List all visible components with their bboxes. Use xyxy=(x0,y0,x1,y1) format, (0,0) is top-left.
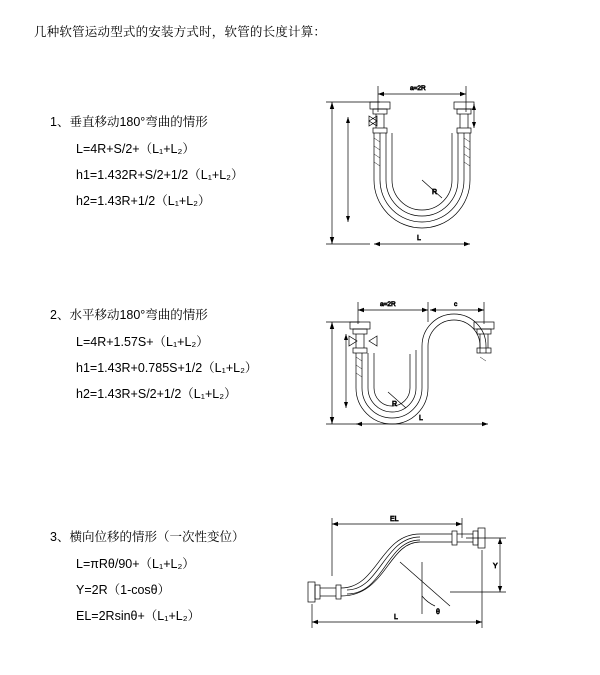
lateral-offset-diagram xyxy=(300,510,520,640)
section-vertical-180 xyxy=(50,112,244,217)
section-2-formula-1: L=4R+1.57S+（L₁+L₂） xyxy=(76,335,209,349)
section-3-title: 3、横向位移的情形（一次性变位） xyxy=(50,530,245,544)
section-3-formula-1: L=πRθ/90+（L₁+L₂） xyxy=(76,557,195,571)
svg-text:R: R xyxy=(392,401,398,408)
section-1-formula-1: L=4R+S/2+（L₁+L₂） xyxy=(76,142,195,156)
svg-text:c: c xyxy=(454,301,458,308)
page-title: 几种软管运动型式的安装方式时，软管的长度计算： xyxy=(34,25,327,39)
section-horizontal-180 xyxy=(50,305,257,410)
section-3-formula-2: Y=2R（1-cosθ） xyxy=(76,583,171,597)
section-lateral-offset xyxy=(50,527,244,632)
section-2-title: 2、水平移动180°弯曲的情形 xyxy=(50,308,208,322)
section-2-formula-2: h1=1.43R+0.785S+1/2（L₁+L₂） xyxy=(76,361,258,375)
svg-text:L: L xyxy=(417,235,421,242)
svg-text:L: L xyxy=(419,415,423,422)
svg-text:Y: Y xyxy=(493,563,498,570)
svg-text:R: R xyxy=(432,189,438,196)
horizontal-180-bend-diagram xyxy=(318,288,518,463)
section-1-formula-2: h1=1.432R+S/2+1/2（L₁+L₂） xyxy=(76,168,244,182)
svg-text:a=2R: a=2R xyxy=(380,301,396,308)
section-1-formula-3: h2=1.43R+1/2（L₁+L₂） xyxy=(76,194,211,208)
section-1-title: 1、垂直移动180°弯曲的情形 xyxy=(50,115,208,129)
svg-text:EL: EL xyxy=(390,516,399,523)
vertical-180-bend-diagram xyxy=(318,72,518,267)
section-3-formula-3: EL=2Rsinθ+（L₁+L₂） xyxy=(76,609,201,623)
svg-text:θ: θ xyxy=(436,609,440,616)
svg-text:L: L xyxy=(394,614,398,621)
svg-text:a=2R: a=2R xyxy=(410,85,426,92)
section-2-formula-3: h2=1.43R+S/2+1/2（L₁+L₂） xyxy=(76,387,237,401)
